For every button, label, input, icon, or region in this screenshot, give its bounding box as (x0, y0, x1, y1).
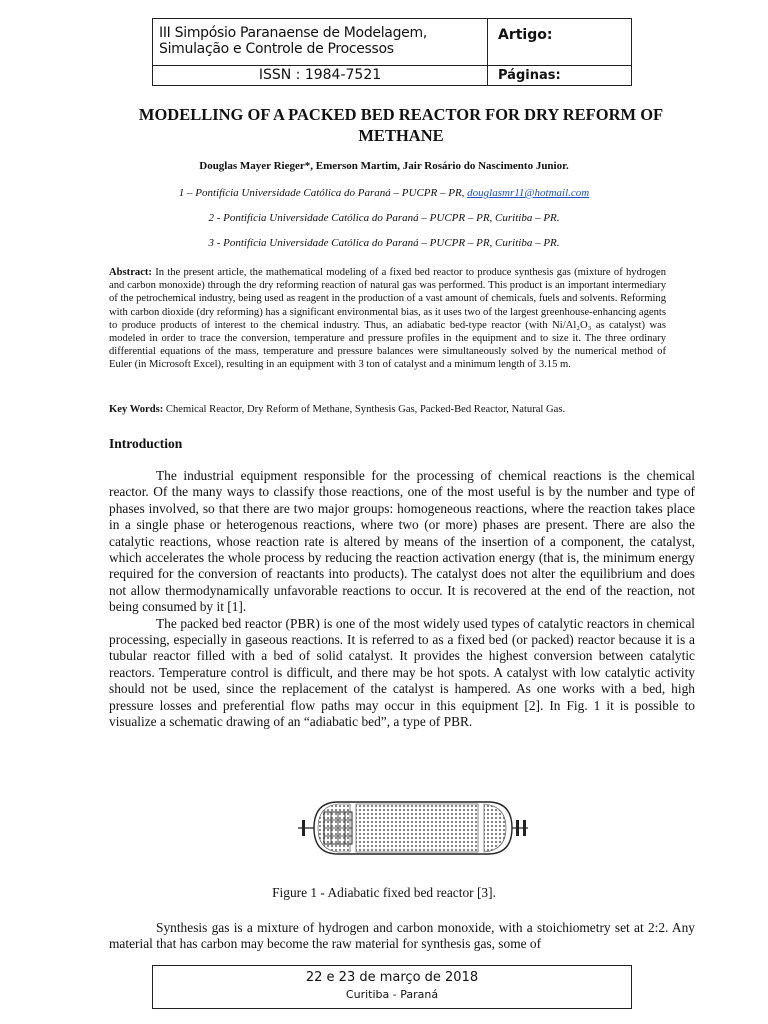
abstract (109, 266, 666, 372)
author-email-link[interactable]: douglasmr11@hotmail.com (467, 187, 590, 199)
header-article-info (488, 19, 631, 85)
affiliation-1 (0, 187, 768, 199)
inlet-flange (302, 820, 305, 836)
affiliation-3: 3 - Pontifícia Universidade Católica do Paraná – PUCPR – PR, Curitiba – PR. (208, 237, 560, 249)
footer-box (152, 965, 632, 1009)
abstract-label: Abstract: (109, 267, 152, 278)
keywords-label: Key Words: (109, 404, 164, 415)
artigo-label: Artigo: (498, 27, 553, 43)
introduction-body (109, 468, 695, 731)
paper-title: MODELLING OF A PACKED BED REACTOR FOR DRY REFORM OF METHANE (138, 105, 664, 145)
paginas-label: Páginas: (488, 65, 631, 85)
paragraph-2: The packed bed reactor (PBR) is one of the most widely used types of catalytic reactors in chemical processing, especially in gaseous reactions. It is referred to as a fixed bed (or packed) reactor because it is a tubular reactor filled with a bed of solid catalyst. It provides the highest conversion between catalytic reactors. Temperature control is difficult, and there may be hot spots. A catalyst with low catalytic activity should not be used, since the replacement of the catalyst is hampered. As one works with a bed, high pressure losses and preferential flow paths may occur in this equipment [2]. In Fig. 1 it is possible to visualize a schematic drawing of an “adiabatic bed”, a type of PBR. (109, 615, 695, 730)
paragraph-1: The industrial equipment responsible for the processing of chemical reactions is the chemical reactor. Of the many ways to classify those reactions, one of the most useful is by the number and type of phases involved, so that there are two major groups: homogeneous reactions, where the reaction takes place in a single phase or heterogenous reactions, where two (or more) phases are present. There are also the catalytic reactions, whose reaction rate is altered by means of the insertion of a component, the catalyst, which accelerates the whole process by reducing the reaction activation energy (that is, the minimum energy required for the conversion of reactants into products). The catalyst does not alter the equilibrium and does not allow thermodynamically unfavorable reactions to occur. It is recovered at the end of the reaction, not being consumed by it [1]. (109, 468, 695, 615)
figure-caption: Figure 1 - Adiabatic fixed bed reactor [3]. (272, 885, 496, 900)
event-place: Curitiba - Paraná (345, 988, 439, 1001)
event-name-line2: Simulação e Controle de Processos (159, 41, 394, 57)
catalyst-bed (356, 804, 478, 852)
paragraph-3: Synthesis gas is a mixture of hydrogen and carbon monoxide, with a stoichiometry set at 2:2. Any material that has carbon may become the raw material for synthesis gas, some of (109, 920, 695, 952)
reactor-figure (298, 792, 528, 864)
abstract-text: In the present article, the mathematical modeling of a fixed bed reactor to produce synthesis gas (mixture of hydrogen and carbon monoxide) through the dry reforming reaction of natural gas was performed. This product is an important intermediary of the petrochemical industry, being used as reagent in the production of a vast amount of chemicals, fuels and solvents. Reforming with carbon dioxide (dry reforming) has a significant environmental bias, as it uses two of the largest greenhouse-enhancing agents to produce products of interest to the chemical industry. Thus, an adiabatic bed-type reactor (with Ni/Al₂O₃ as catalyst) was modeled in order to trace the conversion, temperature and pressure profiles in the equipment and to size it. The three ordinary differential equations of the mass, temperature and pressure balances were simultaneously solved by the numerical method of Euler (in Microsoft Excel), resulting in an equipment with 3 ton of catalyst and a minimum length of 3.15 m. (109, 267, 666, 371)
synthesis-gas-body (109, 920, 695, 953)
event-name-line1: III Simpósio Paranaense de Modelagem, (159, 25, 427, 41)
header-box (152, 18, 632, 86)
affiliation-1-text: 1 – Pontifícia Universidade Católica do Paraná – PUCPR – PR, (178, 187, 468, 199)
outlet-flange-2 (523, 820, 526, 836)
keywords-text: Chemical Reactor, Dry Reform of Methane, Synthesis Gas, Packed-Bed Reactor, Natural Gas. (163, 404, 566, 415)
issn: ISSN : 1984-7521 (153, 65, 487, 85)
section-heading-introduction: Introduction (109, 436, 183, 451)
authors: Douglas Mayer Rieger*, Emerson Martim, Jair Rosário do Nascimento Junior. (199, 160, 569, 172)
keywords (109, 404, 666, 415)
outlet-flange (516, 820, 519, 836)
affiliation-2: 2 - Pontifícia Universidade Católica do Paraná – PUCPR – PR, Curitiba – PR. (208, 212, 560, 224)
event-dates: 22 e 23 de março de 2018 (305, 970, 479, 985)
header-event (153, 19, 488, 85)
